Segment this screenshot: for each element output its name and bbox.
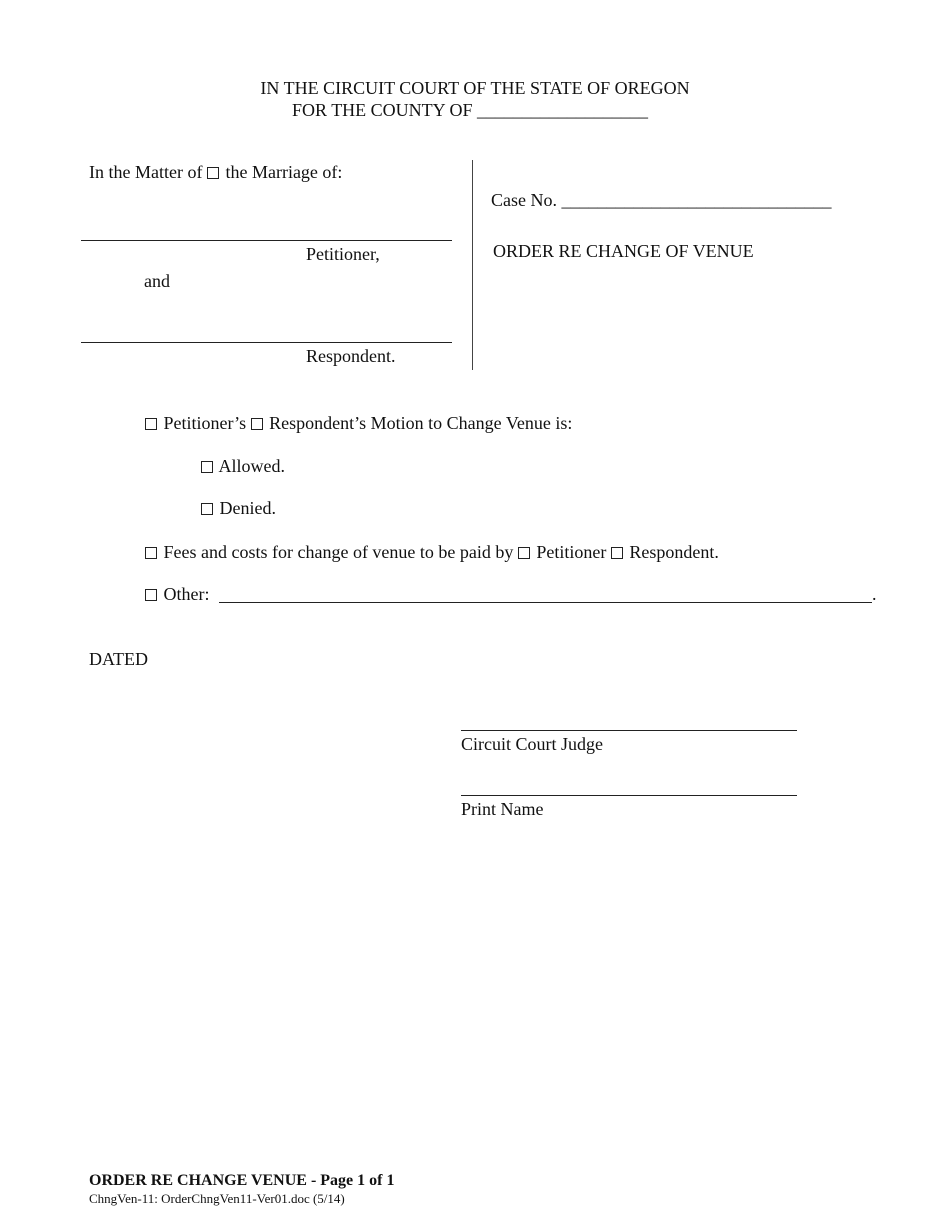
- county-label: FOR THE COUNTY OF: [292, 100, 478, 120]
- footer-title: ORDER RE CHANGE VENUE - Page 1 of 1: [89, 1172, 395, 1189]
- matter-of-line: [89, 161, 342, 183]
- fees-petitioner-checkbox[interactable]: [518, 547, 530, 559]
- case-no-blank[interactable]: ______________________________: [561, 190, 832, 210]
- marriage-of-label: the Marriage of:: [220, 162, 343, 182]
- allowed-option: [201, 455, 285, 477]
- other-checkbox[interactable]: [145, 589, 157, 601]
- respondent-name-line[interactable]: [81, 342, 452, 343]
- petitioners-checkbox[interactable]: [145, 418, 157, 430]
- county-blank[interactable]: ___________________: [477, 100, 649, 120]
- denied-label: Denied.: [215, 498, 276, 518]
- footer-form-id: ChngVen-11: OrderChngVen11-Ver01.doc (5/14): [89, 1191, 345, 1206]
- court-header-line1: IN THE CIRCUIT COURT OF THE STATE OF OREGON: [260, 78, 690, 98]
- denied-checkbox[interactable]: [201, 503, 213, 515]
- case-no-label: Case No.: [491, 190, 562, 210]
- motion-text: Respondent’s Motion to Change Venue is:: [264, 413, 573, 433]
- print-name-label: Print Name: [461, 799, 544, 819]
- fees-respondent-checkbox[interactable]: [611, 547, 623, 559]
- dated-label: DATED: [89, 649, 148, 669]
- respondent-label: Respondent.: [306, 346, 396, 366]
- motion-line: [145, 412, 572, 434]
- fees-line: [145, 541, 719, 563]
- other-label: Other:: [159, 584, 210, 604]
- fees-petitioner-label: Petitioner: [531, 542, 611, 562]
- respondents-checkbox[interactable]: [251, 418, 263, 430]
- fees-text: Fees and costs for change of venue to be paid by: [159, 542, 518, 562]
- matter-of-label: In the Matter of: [89, 162, 207, 182]
- marriage-checkbox[interactable]: [207, 167, 219, 179]
- other-line: [145, 583, 209, 605]
- allowed-checkbox[interactable]: [201, 461, 213, 473]
- fees-respondent-label: Respondent.: [624, 542, 719, 562]
- petitioners-label: Petitioner’s: [159, 413, 251, 433]
- other-input-line[interactable]: [219, 602, 872, 603]
- fees-checkbox[interactable]: [145, 547, 157, 559]
- other-end-period: .: [872, 584, 877, 604]
- judge-label: Circuit Court Judge: [461, 734, 603, 754]
- case-number-line: [491, 189, 832, 211]
- court-header-line2: [292, 99, 648, 121]
- and-label: and: [144, 271, 170, 291]
- document-title: ORDER RE CHANGE OF VENUE: [493, 241, 754, 261]
- petitioner-name-line[interactable]: [81, 240, 452, 241]
- petitioner-label: Petitioner,: [306, 244, 380, 264]
- denied-option: [201, 497, 276, 519]
- print-name-line[interactable]: [461, 795, 797, 796]
- judge-signature-line[interactable]: [461, 730, 797, 731]
- allowed-label: Allowed.: [215, 456, 285, 476]
- caption-divider: [472, 160, 473, 370]
